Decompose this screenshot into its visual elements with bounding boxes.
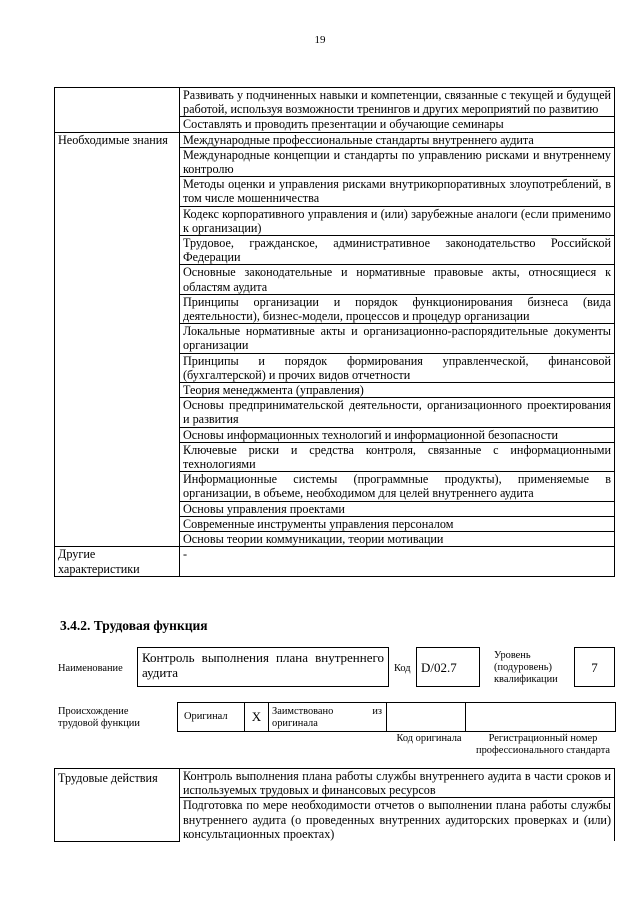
original-mark: X — [244, 703, 269, 731]
code-caption: Код оригинала — [396, 733, 462, 744]
knowledge-cell: Международные концепции и стандарты по управлению рисками и внутреннему контролю — [180, 147, 615, 176]
divider — [386, 703, 387, 731]
knowledge-cell: Принципы организации и порядок функционирования бизнеса (вида деятельности), бизнес-модели, процессов и процедур организации — [180, 294, 615, 323]
empty-label-cell — [55, 501, 180, 516]
knowledge-cell: Теория менеджмента (управления) — [180, 383, 615, 398]
knowledge-cell: Основные законодательные и нормативные правовые акты, относящиеся к областям аудита — [180, 265, 615, 294]
empty-label-cell — [55, 442, 180, 471]
page-number: 19 — [314, 34, 326, 46]
level-label: Уровень (подуровень) квалификации — [494, 650, 558, 685]
name-label: Наименование — [58, 663, 123, 674]
empty-label-cell — [55, 117, 180, 132]
action-cell: Подготовка по мере необходимости отчетов о выполнении плана работы службы внутреннего аудита (о проведенных внутренних аудиторских проверках и (или) консультационных проектах) — [180, 798, 615, 841]
skill-cell: Развивать у подчиненных навыки и компетенции, связанные с текущей и будущей работой, используя возможности тренингов и других мероприятий по развитию — [180, 88, 615, 117]
skill-cell: Составлять и проводить презентации и обучающие семинары — [180, 117, 615, 132]
empty-label-cell — [55, 147, 180, 176]
empty-label-cell — [55, 353, 180, 382]
knowledge-cell: Кодекс корпоративного управления и (или) зарубежные аналоги (если применимо к организации) — [180, 206, 615, 235]
knowledge-cell: Ключевые риски и средства контроля, связанные с информационными технологиями — [180, 442, 615, 471]
knowledge-cell: Основы управления проектами — [180, 501, 615, 516]
knowledge-cell: Методы оценки и управления рисками внутрикорпоративных злоупотреблений, в том числе мошенничества — [180, 177, 615, 206]
knowledge-cell: Трудовое, гражданское, административное законодательство Российской Федерации — [180, 236, 615, 265]
empty-label-cell — [55, 88, 180, 117]
empty-label-cell — [55, 516, 180, 531]
empty-label-cell — [55, 206, 180, 235]
original-label: Оригинал — [184, 711, 228, 722]
knowledge-cell: Современные инструменты управления персоналом — [180, 516, 615, 531]
empty-label-cell — [55, 383, 180, 398]
empty-label-cell — [55, 532, 180, 547]
labor-actions-label: Трудовые действия — [55, 769, 180, 842]
divider — [465, 703, 466, 731]
knowledge-table — [54, 87, 615, 577]
section-heading: 3.4.2. Трудовая функция — [60, 618, 208, 633]
empty-label-cell — [55, 265, 180, 294]
reg-number-caption: Регистрационный номер профессионального стандарта — [476, 733, 610, 756]
qualification-level-box: 7 — [574, 647, 615, 687]
borrowed-label — [272, 706, 382, 730]
knowledge-cell: Локальные нормативные акты и организационно-распорядительные документы организации — [180, 324, 615, 353]
labor-actions-table — [54, 768, 615, 842]
knowledge-cell: Основы предпринимательской деятельности, организационного проектирования и развития — [180, 398, 615, 427]
code-label: Код — [394, 663, 411, 674]
knowledge-cell: Основы информационных технологий и информационной безопасности — [180, 427, 615, 442]
other-characteristics-label: Другие характеристики — [55, 547, 180, 576]
empty-label-cell — [55, 427, 180, 442]
empty-label-cell — [55, 236, 180, 265]
origin-label: Происхождение трудовой функции — [58, 706, 140, 729]
empty-label-cell — [55, 177, 180, 206]
knowledge-cell: Принципы и порядок формирования управленческой, финансовой (бухгалтерской) и прочих видов отчетности — [180, 353, 615, 382]
empty-label-cell — [55, 472, 180, 501]
other-characteristics-value: - — [180, 547, 615, 576]
empty-label-cell — [55, 294, 180, 323]
borrowed-label-text: Заимствовано из оригинала — [272, 706, 382, 729]
action-cell: Контроль выполнения плана работы службы внутреннего аудита в части сроков и используемых трудовых и финансовых ресурсов — [180, 769, 615, 798]
function-name-box: Контроль выполнения плана внутреннего аудита — [137, 647, 389, 687]
knowledge-cell: Основы теории коммуникации, теории мотивации — [180, 532, 615, 547]
origin-grid — [177, 702, 616, 732]
knowledge-cell: Информационные системы (программные продукты), применяемые в организации, в объеме, необходимом для целей внутреннего аудита — [180, 472, 615, 501]
required-knowledge-label: Необходимые знания — [55, 132, 180, 147]
empty-label-cell — [55, 324, 180, 353]
knowledge-cell: Международные профессиональные стандарты внутреннего аудита — [180, 132, 615, 147]
function-code-box: D/02.7 — [416, 647, 480, 687]
empty-label-cell — [55, 398, 180, 427]
